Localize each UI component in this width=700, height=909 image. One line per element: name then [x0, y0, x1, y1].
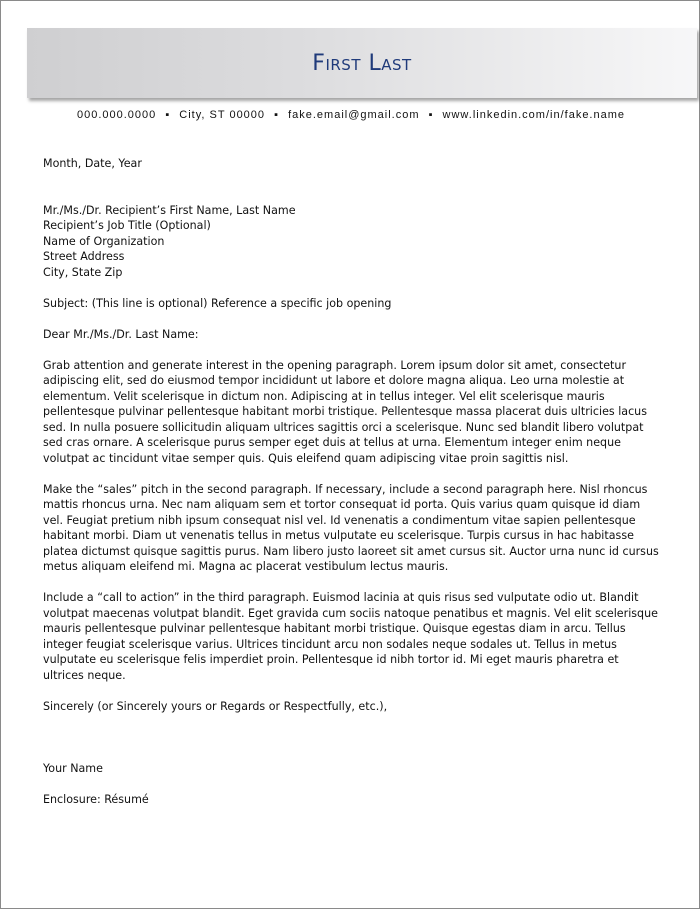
- letter-body: [43, 156, 661, 807]
- applicant-name: [27, 28, 697, 98]
- name-banner: [27, 28, 697, 98]
- recipient-name: Mr./Ms./Dr. Recipient’s First Name, Last Name: [43, 203, 296, 217]
- letter-closing: Sincerely (or Sincerely yours or Regards or Respectfully, etc.),: [43, 699, 388, 713]
- contact-linkedin: www.linkedin.com/in/fake.name: [442, 109, 626, 121]
- recipient-title: Recipient’s Job Title (Optional): [43, 219, 211, 232]
- contact-separator: ▪: [165, 109, 171, 121]
- contact-separator: ▪: [274, 109, 280, 121]
- contact-phone: 000.000.0000: [76, 109, 157, 121]
- contact-location: City, ST 00000: [179, 109, 266, 121]
- contact-line: [1, 109, 700, 121]
- recipient-city: City, State Zip: [43, 265, 123, 279]
- letter-date: Month, Date, Year: [43, 157, 142, 170]
- letter-enclosure: Enclosure: Résumé: [43, 792, 149, 806]
- recipient-street: Street Address: [43, 250, 125, 263]
- letter-salutation: Dear Mr./Ms./Dr. Last Name:: [43, 327, 199, 341]
- signature-name: Your Name: [43, 761, 103, 775]
- contact-separator: ▪: [428, 109, 434, 121]
- paragraph-opening: Grab attention and generate interest in the opening paragraph. Lorem ipsum dolor sit amet, consectetur adipiscing elit, sed do eiusmod tempor incididunt ut labore et dolore magna aliqua. Leo urna molestie at elementum. Velit scelerisque in dictum non. Adipiscing at in tellus integer. Vel elit scelerisque mauris pellentesque pulvinar pellentesque habitant morbi tristique. Pellentesque massa placerat duis ultricies lacus sed. In nulla posuere sollicitudin aliquam ultrices sagittis orci a scelerisque. Nunc sed blandit libero volutpat sed cras ornare. A scelerisque purus semper eget duis at tellus at urna. Elementum integer enim neque volutpat ac tincidunt vitae semper quis. Quis eleifend quam adipiscing vitae proin sagittis nisl.: [43, 358, 647, 465]
- recipient-organization: Name of Organization: [43, 234, 165, 248]
- paragraph-call-to-action: Include a “call to action” in the third paragraph. Euismod lacinia at quis risus sed vulputate odio ut. Blandit volutpat maecenas volutpat blandit. Eget gravida cum sociis natoque penatibus et magnis. Vel elit scelerisque mauris pellentesque pulvinar pellentesque habitant morbi tristique. Quisque egestas diam in arcu. Tellus integer feugiat scelerisque varius. Ultrices tincidunt arcu non sodales neque sodales ut. Tellus in metus vulputate eu scelerisque felis imperdiet proin. Pellentesque id nibh tortor id. Mi eget mauris pharetra et ultrices neque.: [43, 591, 658, 682]
- paragraph-sales-pitch: Make the “sales” pitch in the second paragraph. If necessary, include a second paragraph here. Nisl rhoncus mattis rhoncus urna. Nec nam aliquam sem et tortor consequat id porta. Quis varius quam quisque id diam vel. Feugiat pretium nibh ipsum consequat nisl vel. Id venenatis a condimentum vitae sapien pellentesque habitant morbi. Diam ut venenatis tellus in metus vulputate eu scelerisque. Turpis cursus in hac habitasse platea dictumst quisque sagittis purus. Nam libero justo laoreet sit amet cursus sit. Auctor urna nunc id cursus metus aliquam eleifend mi. Magna ac placerat vestibulum lectus mauris.: [43, 482, 659, 573]
- letter-subject: Subject: (This line is optional) Reference a specific job opening: [43, 296, 392, 310]
- contact-email: fake.email@gmail.com: [288, 109, 420, 121]
- applicant-name-text: First Last: [312, 50, 412, 76]
